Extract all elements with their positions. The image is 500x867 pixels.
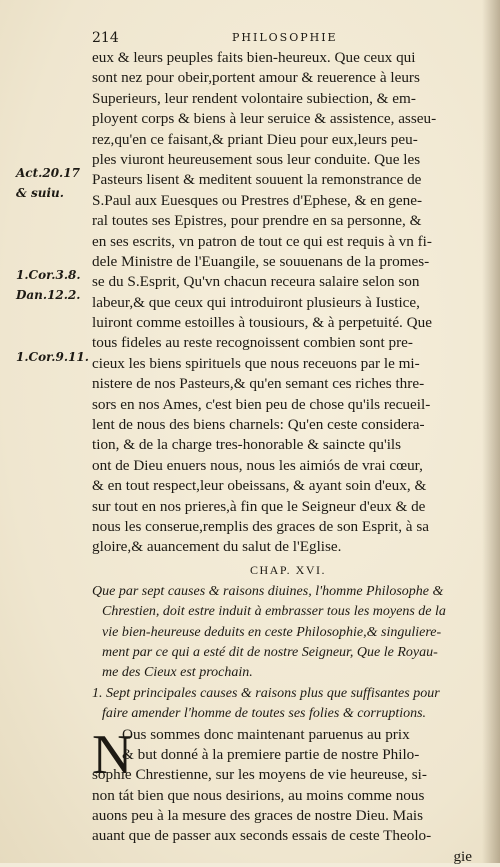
text-line: & but donné à la premiere partie de nostre Philo- bbox=[92, 745, 484, 765]
text-line: S.Paul aux Euesques ou Prestres d'Ephese, & en gene- bbox=[92, 191, 484, 211]
text-line: tous fideles au reste recognoissent combien sont pre- bbox=[92, 333, 484, 353]
chapter-summary-line: vie bien-heureuse deduits en ceste Philosophie,& singuliere- bbox=[92, 623, 484, 643]
text-line: Pasteurs lisent & meditent souuent la remonstrance de bbox=[92, 170, 484, 190]
running-head: PHILOSOPHIE bbox=[232, 31, 338, 44]
text-line: non tát bien que nous desirions, au moins comme nous bbox=[92, 786, 484, 806]
text-line: en ses escrits, vn patron de tout ce qui est requis à vn fi- bbox=[92, 232, 484, 252]
text-line: eux & leurs peuples faits bien-heureux. Que ceux qui bbox=[92, 48, 484, 68]
margin-notes bbox=[0, 0, 90, 863]
text-line: & en tout respect,leur obeissans, & ayant soin d'eux, & bbox=[92, 476, 484, 496]
catchword: gie bbox=[92, 847, 484, 867]
text-line: sophie Chrestienne, sur les moyens de vie heureuse, si- bbox=[92, 765, 484, 785]
text-line: sors en nos Ames, c'est bien peu de chose qu'ils recueil- bbox=[92, 395, 484, 415]
text-line: nous les conserue,remplis des graces de son Esprit, à sa bbox=[92, 517, 484, 537]
text-line: ples viuront heureusement sous leur conduite. Que les bbox=[92, 150, 484, 170]
page-number: 214 bbox=[92, 30, 119, 46]
margin-note: Dan.12.2. bbox=[16, 288, 81, 302]
chapter-summary-line: Que par sept causes & raisons diuines, l'homme Philosophe & bbox=[92, 582, 484, 602]
margin-note: & suiu. bbox=[16, 186, 64, 200]
main-text bbox=[92, 48, 484, 867]
text-line: ont de Dieu enuers nous, nous les aimiós de vrai cœur, bbox=[92, 456, 484, 476]
text-line: auant que de passer aux seconds essais de ceste Theolo- bbox=[92, 826, 484, 846]
text-line: lent de nous des biens charnels: Qu'en ceste considera- bbox=[92, 415, 484, 435]
text-line: luiront comme estoilles à tousiours, & à perpetuité. Que bbox=[92, 313, 484, 333]
text-line: ral toutes ses Epistres, pour prendre en sa personne, & bbox=[92, 211, 484, 231]
text-line: dele Ministre de l'Euangile, se souuenans de la promes- bbox=[92, 252, 484, 272]
text-line: nistere de nos Pasteurs,& qu'en semant ces riches thre- bbox=[92, 374, 484, 394]
text-line: labeur,& que ceux qui introduiront plusieurs à Iustice, bbox=[92, 293, 484, 313]
text-line: sont nez pour obeir,portent amour & reuerence à leurs bbox=[92, 68, 484, 88]
margin-note: 1.Cor.9.11. bbox=[16, 350, 89, 364]
text-line: Ous sommes donc maintenant paruenus au prix bbox=[92, 725, 484, 745]
text-line: ployent corps & biens à leur seruice & assistence, asseu- bbox=[92, 109, 484, 129]
text-line: gloire,& auancement du salut de l'Eglise. bbox=[92, 537, 484, 557]
text-line: rez,qu'en ce faisant,& priant Dieu pour eux,leurs peu- bbox=[92, 130, 484, 150]
text-line: sur tout en nos prieres,à fin que le Seigneur d'eux & de bbox=[92, 497, 484, 517]
text-line: tion, & de la charge tres-honorable & saincte qu'ils bbox=[92, 435, 484, 455]
text-line: Superieurs, leur rendent volontaire subiection, & em- bbox=[92, 89, 484, 109]
page-edge-shadow bbox=[482, 0, 500, 863]
numbered-point-line: 1. Sept principales causes & raisons plus que suffisantes pour bbox=[92, 684, 484, 704]
text-line: se du S.Esprit, Qu'vn chacun receura salaire selon son bbox=[92, 272, 484, 292]
page-header bbox=[92, 30, 482, 46]
chapter-summary-line: Chrestien, doit estre induit à embrasser tous les moyens de la bbox=[92, 602, 484, 622]
drop-cap: N bbox=[92, 727, 132, 783]
chapter-summary-line: me des Cieux est prochain. bbox=[92, 663, 484, 683]
text-line: auons peu à la mesure des graces de nostre Dieu. Mais bbox=[92, 806, 484, 826]
opening-paragraph bbox=[92, 725, 484, 867]
margin-note: 1.Cor.3.8. bbox=[16, 268, 81, 282]
margin-note: Act.20.17 bbox=[16, 166, 80, 180]
numbered-point-line: faire amender l'homme de toutes ses folies & corruptions. bbox=[92, 704, 484, 724]
text-line: cieux les biens spirituels que nous receuons par le mi- bbox=[92, 354, 484, 374]
chapter-heading: CHAP. XVI. bbox=[92, 558, 484, 582]
chapter-summary-line: ment par ce qui a esté dit de nostre Seigneur, Que le Royau- bbox=[92, 643, 484, 663]
